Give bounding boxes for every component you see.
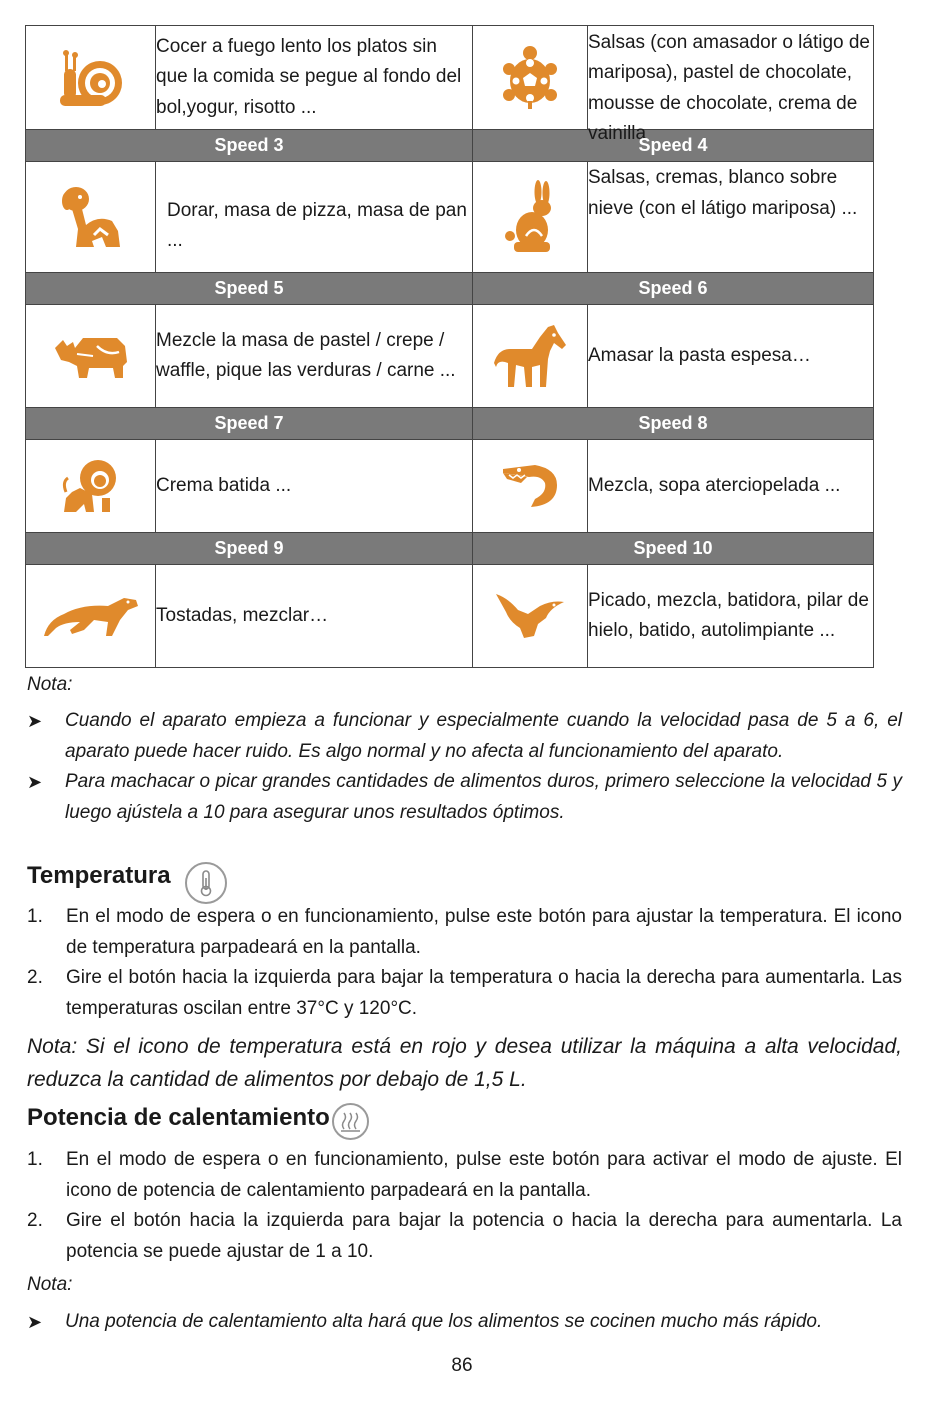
speed-row	[26, 305, 874, 408]
speed-icon-cell	[26, 305, 156, 408]
speed-description: Mezcle la masa de pastel / crepe / waffle, pique las verduras / carne ...	[156, 305, 473, 408]
page-number: 86	[451, 1355, 473, 1376]
note-bullet	[27, 706, 902, 767]
speed-icon-cell	[473, 565, 588, 668]
speed-icon-cell	[26, 26, 156, 130]
speed-icon-cell	[473, 26, 588, 130]
step-item	[27, 1206, 902, 1267]
speed-description: Dorar, masa de pizza, masa de pan ...	[156, 162, 473, 273]
speed-icon-cell	[26, 162, 156, 273]
temperatura-steps	[27, 902, 902, 1024]
step-item	[27, 1145, 902, 1206]
speed-label: Speed 8	[473, 408, 874, 440]
arrow-bullet-icon: ➤	[27, 711, 43, 731]
speed-description: Amasar la pasta espesa…	[588, 305, 874, 408]
rhino-icon	[53, 332, 129, 380]
speed-description: Salsas, cremas, blanco sobre nieve (con el látigo mariposa) ...	[588, 162, 874, 273]
speed-label: Speed 9	[26, 533, 473, 565]
dog-icon	[58, 185, 124, 249]
note-bullet-list	[27, 706, 902, 828]
speed-label: Speed 7	[26, 408, 473, 440]
arrow-bullet-icon: ➤	[27, 772, 43, 792]
speed-description: Mezcla, sopa aterciopelada ...	[588, 440, 874, 533]
speed-label: Speed 4	[473, 130, 874, 162]
speed-icon-cell	[473, 162, 588, 273]
speed-row	[26, 565, 874, 668]
step-item	[27, 902, 902, 963]
speed-icon-cell	[26, 440, 156, 533]
step-number: 1.	[27, 906, 43, 927]
note-bullet-text: Para machacar o picar grandes cantidades de alimentos duros, primero seleccione la velocidad 5 y luego ajústela a 10 para asegurar unos resultados óptimos.	[65, 771, 902, 823]
lion-icon	[62, 458, 120, 514]
temperatura-note: Nota: Si el icono de temperatura está en rojo y desea utilizar la máquina a alta velocidad, reduzca la cantidad de alimentos por debajo de 1,5 L.	[27, 1035, 902, 1091]
speed-header-row	[26, 130, 874, 162]
arrow-bullet-icon: ➤	[27, 1312, 43, 1332]
speed-description-text: Salsas (con amasador o látigo de mariposa), pastel de chocolate, mousse de chocolate, crema de vainilla	[588, 31, 870, 144]
speed-table	[25, 25, 874, 668]
step-text: En el modo de espera o en funcionamiento, pulse este botón para activar el modo de ajuste. El icono de potencia de calentamiento parpadeará en la pantalla.	[66, 1149, 902, 1201]
potencia-steps	[27, 1145, 902, 1267]
note-bullet	[27, 767, 902, 828]
speed-header-row	[26, 273, 874, 305]
snail-icon	[56, 47, 126, 109]
note-label: Nota:	[27, 1274, 73, 1295]
note-bullet-text: Una potencia de calentamiento alta hará que los alimentos se cocinen mucho más rápido.	[65, 1311, 823, 1332]
cheetah-icon	[42, 594, 140, 638]
speed-icon-cell	[473, 305, 588, 408]
heat-waves-icon	[332, 1103, 369, 1140]
shark-icon	[501, 463, 559, 509]
speed-row	[26, 26, 874, 130]
note-bullet	[27, 1307, 902, 1338]
rabbit-icon	[502, 180, 558, 254]
step-text: Gire el botón hacia la izquierda para bajar la potencia o hacia la derecha para aumentarla. La potencia se puede ajustar de 1 a 10.	[66, 1210, 902, 1262]
speed-row	[26, 162, 874, 273]
speed-description: Crema batida ...	[156, 440, 473, 533]
note-bullet-text: Cuando el aparato empieza a funcionar y especialmente cuando la velocidad pasa de 5 a 6, el aparato puede hacer ruido. Es algo normal y no afecta al funcionamiento del aparato.	[65, 710, 902, 762]
speed-description	[588, 26, 874, 144]
speed-description: Tostadas, mezclar…	[156, 565, 473, 668]
speed-label: Speed 10	[473, 533, 874, 565]
speed-icon-cell	[26, 565, 156, 668]
step-item	[27, 963, 902, 1024]
step-number: 2.	[27, 967, 43, 988]
speed-icon-cell	[473, 440, 588, 533]
step-text: Gire el botón hacia la izquierda para bajar la temperatura o hacia la derecha para aumentarla. Las temperaturas oscilan entre 37°C y 120°C.	[66, 967, 902, 1019]
speed-row	[26, 440, 874, 533]
note-label: Nota:	[27, 674, 73, 695]
section-title-potencia: Potencia de calentamiento	[27, 1104, 330, 1131]
potencia-note-list	[27, 1307, 902, 1338]
speed-label: Speed 5	[26, 273, 473, 305]
speed-header-row	[26, 533, 874, 565]
speed-header-row	[26, 408, 874, 440]
speed-label: Speed 3	[26, 130, 473, 162]
step-number: 2.	[27, 1210, 43, 1231]
turtle-icon	[501, 45, 559, 111]
eagle-icon	[494, 592, 566, 640]
speed-label: Speed 6	[473, 273, 874, 305]
speed-description: Cocer a fuego lento los platos sin que la comida se pegue al fondo del bol,yogur, risotto ...	[156, 26, 473, 130]
step-number: 1.	[27, 1149, 43, 1170]
step-text: En el modo de espera o en funcionamiento, pulse este botón para ajustar la temperatura. El icono de temperatura parpadeará en la pantalla.	[66, 906, 902, 958]
horse-icon	[492, 323, 568, 389]
speed-description: Picado, mezcla, batidora, pilar de hielo, batido, autolimpiante ...	[588, 565, 874, 668]
section-title-temperatura: Temperatura	[27, 862, 171, 889]
thermometer-icon	[185, 862, 227, 904]
